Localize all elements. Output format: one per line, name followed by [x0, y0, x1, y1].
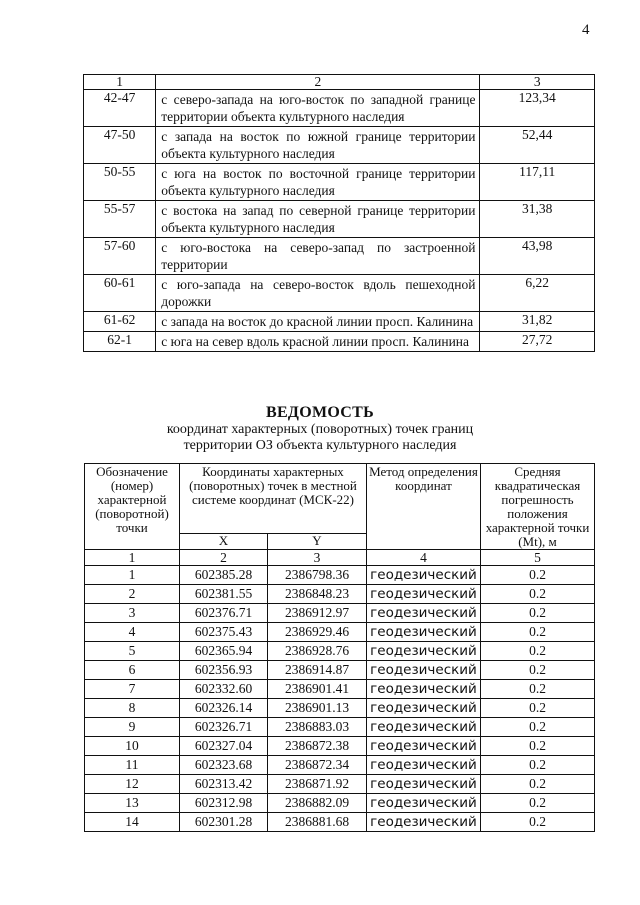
method: геодезический: [367, 756, 481, 775]
coord-x: 602327.04: [180, 737, 268, 756]
table-row: [85, 642, 595, 661]
point-number: 6: [85, 661, 180, 680]
segment-description: с востока на запад по северной границе территории объекта культурного наследия: [156, 201, 480, 238]
table-row: [84, 90, 595, 127]
column-number: 3: [268, 550, 367, 566]
table-row: [84, 127, 595, 164]
coord-y: 2386871.92: [268, 775, 367, 794]
error-mt: 0.2: [481, 585, 595, 604]
method: геодезический: [367, 642, 481, 661]
header-x: X: [180, 533, 268, 549]
table-row: [84, 201, 595, 238]
table-row: [85, 813, 595, 832]
document-subtitle-line1: координат характерных (поворотных) точек границ: [166, 422, 474, 437]
point-number: 1: [85, 566, 180, 585]
table-row: [85, 794, 595, 813]
segment-length: 31,82: [480, 312, 595, 332]
header-error: Средняя квадратическая погрешность положения характерной точки (Mt), м: [481, 464, 595, 550]
error-mt: 0.2: [481, 737, 595, 756]
document-subtitle-line2: территории ОЗ объекта культурного наследия: [183, 438, 457, 453]
segment-points: 42-47: [84, 90, 156, 127]
segment-description: с запада на восток до красной линии просп. Калинина: [156, 312, 480, 332]
coord-x: 602313.42: [180, 775, 268, 794]
coord-y: 2386848.23: [268, 585, 367, 604]
method: геодезический: [367, 604, 481, 623]
boundary-table-header: [84, 75, 595, 90]
error-mt: 0.2: [481, 604, 595, 623]
coord-x: 602326.14: [180, 699, 268, 718]
segment-description: с юго-востока на северо-запад по застроенной территории: [156, 238, 480, 275]
coordinates-table: [84, 463, 595, 832]
coord-y: 2386798.36: [268, 566, 367, 585]
segment-description: с запада на восток по южной границе территории объекта культурного наследия: [156, 127, 480, 164]
segment-length: 6,22: [480, 275, 595, 312]
segment-length: 52,44: [480, 127, 595, 164]
point-number: 5: [85, 642, 180, 661]
table-row: [85, 699, 595, 718]
coord-x: 602323.68: [180, 756, 268, 775]
method: геодезический: [367, 680, 481, 699]
boundary-table: [83, 74, 595, 352]
coords-column-numbers: [85, 550, 595, 566]
method: геодезический: [367, 794, 481, 813]
error-mt: 0.2: [481, 680, 595, 699]
table-row: [85, 680, 595, 699]
coord-y: 2386929.46: [268, 623, 367, 642]
table-row: [85, 661, 595, 680]
coord-x: 602356.93: [180, 661, 268, 680]
method: геодезический: [367, 699, 481, 718]
segment-description: с юго-запада на северо-восток вдоль пешеходной дорожки: [156, 275, 480, 312]
point-number: 7: [85, 680, 180, 699]
header-coordinates: Координаты характерных (поворотных) точек в местной системе координат (МСК-22): [180, 464, 367, 534]
coord-y: 2386872.38: [268, 737, 367, 756]
header-cell: 1: [84, 75, 156, 90]
table-row: [85, 737, 595, 756]
point-number: 10: [85, 737, 180, 756]
error-mt: 0.2: [481, 661, 595, 680]
table-row: [85, 718, 595, 737]
method: геодезический: [367, 813, 481, 832]
coord-x: 602312.98: [180, 794, 268, 813]
segment-length: 43,98: [480, 238, 595, 275]
point-number: 8: [85, 699, 180, 718]
point-number: 4: [85, 623, 180, 642]
segment-length: 117,11: [480, 164, 595, 201]
coords-header-row: [85, 464, 595, 534]
coord-y: 2386901.41: [268, 680, 367, 699]
header-point-number: Обозначение (номер) характерной (поворотной) точки: [85, 464, 180, 550]
coord-y: 2386928.76: [268, 642, 367, 661]
coord-y: 2386912.97: [268, 604, 367, 623]
coord-x: 602332.60: [180, 680, 268, 699]
coord-x: 602381.55: [180, 585, 268, 604]
header-cell: 3: [480, 75, 595, 90]
point-number: 2: [85, 585, 180, 604]
error-mt: 0.2: [481, 642, 595, 661]
column-number: 2: [180, 550, 268, 566]
point-number: 9: [85, 718, 180, 737]
point-number: 14: [85, 813, 180, 832]
segment-points: 60-61: [84, 275, 156, 312]
table-row: [84, 238, 595, 275]
segment-points: 61-62: [84, 312, 156, 332]
coord-y: 2386881.68: [268, 813, 367, 832]
table-row: [84, 275, 595, 312]
error-mt: 0.2: [481, 699, 595, 718]
table-row: [84, 164, 595, 201]
table-row: [85, 566, 595, 585]
segment-points: 47-50: [84, 127, 156, 164]
segment-length: 27,72: [480, 332, 595, 352]
column-number: 4: [367, 550, 481, 566]
point-number: 13: [85, 794, 180, 813]
table-row: [85, 623, 595, 642]
segment-description: с юга на север вдоль красной линии просп. Калинина: [156, 332, 480, 352]
method: геодезический: [367, 585, 481, 604]
point-number: 11: [85, 756, 180, 775]
table-row: [85, 756, 595, 775]
method: геодезический: [367, 775, 481, 794]
column-number: 1: [85, 550, 180, 566]
method: геодезический: [367, 566, 481, 585]
segment-description: с юга на восток по восточной границе территории объекта культурного наследия: [156, 164, 480, 201]
coord-x: 602301.28: [180, 813, 268, 832]
error-mt: 0.2: [481, 794, 595, 813]
segment-points: 55-57: [84, 201, 156, 238]
error-mt: 0.2: [481, 718, 595, 737]
method: геодезический: [367, 737, 481, 756]
coord-y: 2386883.03: [268, 718, 367, 737]
point-number: 12: [85, 775, 180, 794]
table-row: [85, 775, 595, 794]
table-row: [84, 312, 595, 332]
segment-points: 50-55: [84, 164, 156, 201]
method: геодезический: [367, 718, 481, 737]
coord-y: 2386882.09: [268, 794, 367, 813]
segment-length: 31,38: [480, 201, 595, 238]
segment-length: 123,34: [480, 90, 595, 127]
coord-y: 2386872.34: [268, 756, 367, 775]
segment-points: 57-60: [84, 238, 156, 275]
header-method: Метод определения координат: [367, 464, 481, 550]
coord-x: 602385.28: [180, 566, 268, 585]
table-row: [84, 332, 595, 352]
coord-y: 2386914.87: [268, 661, 367, 680]
method: геодезический: [367, 623, 481, 642]
segment-points: 62-1: [84, 332, 156, 352]
error-mt: 0.2: [481, 566, 595, 585]
segment-description: с северо-запада на юго-восток по западной границе территории объекта культурного наследия: [156, 90, 480, 127]
error-mt: 0.2: [481, 775, 595, 794]
method: геодезический: [367, 661, 481, 680]
header-cell: 2: [156, 75, 480, 90]
point-number: 3: [85, 604, 180, 623]
header-y: Y: [268, 533, 367, 549]
document-title: ВЕДОМОСТЬ: [265, 404, 375, 421]
error-mt: 0.2: [481, 813, 595, 832]
coord-x: 602376.71: [180, 604, 268, 623]
table-row: [85, 604, 595, 623]
page-number: 4: [582, 22, 590, 38]
table-row: [85, 585, 595, 604]
error-mt: 0.2: [481, 756, 595, 775]
coord-x: 602326.71: [180, 718, 268, 737]
coord-y: 2386901.13: [268, 699, 367, 718]
coord-x: 602375.43: [180, 623, 268, 642]
column-number: 5: [481, 550, 595, 566]
coord-x: 602365.94: [180, 642, 268, 661]
error-mt: 0.2: [481, 623, 595, 642]
